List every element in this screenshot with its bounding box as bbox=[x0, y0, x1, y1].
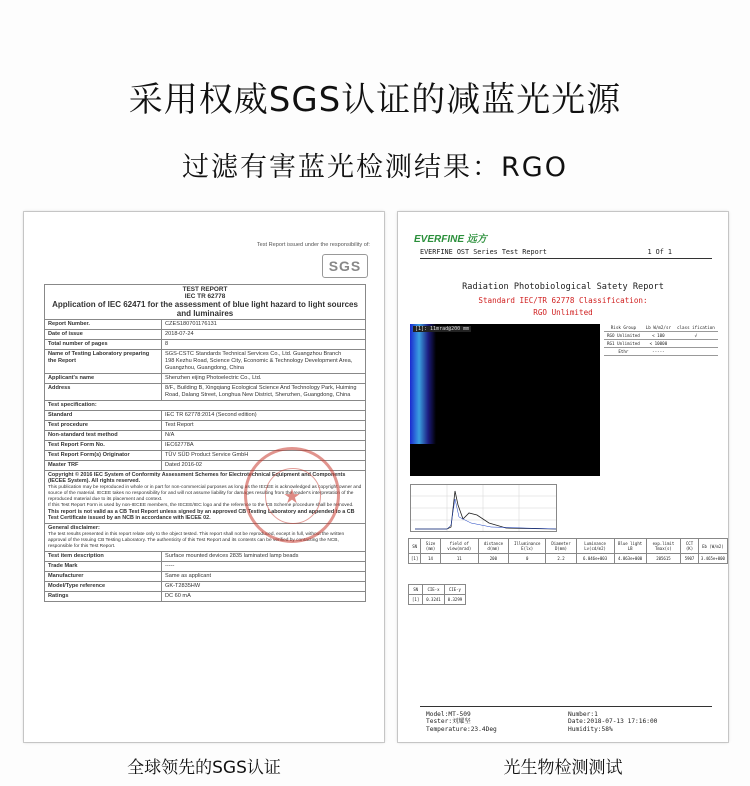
everfine-test-report bbox=[398, 212, 728, 742]
report-std: IEC TR 62778 bbox=[184, 293, 226, 300]
spec-title: Test specification: bbox=[45, 401, 366, 411]
table-row: Test procedure Test Report bbox=[45, 421, 366, 431]
table-row: RG1 Unlimited < 10000 bbox=[604, 340, 718, 348]
luminance-image bbox=[410, 324, 600, 476]
sgs-test-report bbox=[24, 212, 384, 742]
report-head: TEST REPORT bbox=[182, 286, 228, 293]
test-footer-right bbox=[568, 711, 657, 733]
classification-result: RGO Unlimited bbox=[533, 308, 593, 317]
caption-right: 光生物检测测试 bbox=[503, 758, 623, 778]
plot-label: [1]: 11mrad@200 mm bbox=[415, 326, 470, 332]
risk-group-table: Risk Group Lb W/m2/sr class ification RGO Unlimited < 100 √ RG1 Unlimited < 10000 Ethr ----- bbox=[604, 324, 718, 356]
table-row: [1] 14 11 200 0 2.2 6.046e+003 4.863e+000 205615 5907 3.465e+000 bbox=[409, 554, 728, 564]
page-heading: 采用权威SGS认证的减蓝光光源 bbox=[128, 80, 622, 120]
model-text: Model:MT-509 bbox=[426, 711, 471, 718]
table-row: Model/Type reference GK-T2835HW bbox=[45, 581, 366, 591]
caption-left: 全球领先的SGS认证 bbox=[127, 758, 281, 778]
tester-text: Tester:刘耀坚 bbox=[426, 718, 471, 726]
disclaimer-title: General disclaimer: bbox=[48, 524, 100, 531]
copyright-text: Copyright © 2016 IEC System of Conformity Assessment Schemes for Electrotechnical Equipment and Components (IECEE System). All rights reserved. bbox=[48, 472, 346, 485]
table-row: Date of issue 2018-07-24 bbox=[45, 330, 366, 340]
table-row: Ratings DC 60 mA bbox=[45, 591, 366, 601]
disclaimer-text: The test results presented in this report relate only to the object tested. This report shall not be reproduced, except in full, without the written approval of the Issuing CB Testing Laboratory. The authenticity of this Test Report and its contents can be verified by contacting the NCB, responsible for this Test Report. bbox=[48, 531, 345, 549]
table-row: Applicant's name Shenzhen eijing Photoelectric Co., Ltd. bbox=[45, 374, 366, 384]
measurement-table: SN Size (mm) field of view(mrad) distance d(mm) Illuminance E(lx) Diameter D(mm) Luminance Lv(cd/m2) Blue light LB exp.limit Tmax(s) CCT (K) Eb (W/m2) [1] 14 11 200 0 2.2 6.046e+003 4.863e+000 205615 5907 3.465e+000 bbox=[408, 538, 728, 564]
reproduction-text: This publication may be reproduced in whole or in part for non-commercial purposes as long as the IECEE is acknowledged as copyright owner and source of the material. IECEE takes no responsibility for and will not assume liability for damages resulting from the reader's interpretation of the reproduced material due to its placement and context. bbox=[48, 484, 362, 502]
report-title: Radiation Photobiological Satety Report bbox=[462, 282, 664, 292]
spectrum-plot bbox=[410, 484, 557, 532]
classification-standard: Standard IEC/TR 62778 Classification: bbox=[478, 296, 648, 305]
test-footer-left bbox=[426, 711, 497, 733]
temperature-text: Temperature:23.4Deg bbox=[426, 725, 497, 733]
table-row: Non-standard test method N/A bbox=[45, 431, 366, 441]
everfine-logo: EVERFINE 远方 bbox=[414, 234, 487, 245]
report-title: Application of IEC 62471 for the assessment of blue light hazard to light sources and luminaires bbox=[52, 300, 358, 318]
table-row: Trade Mark ----- bbox=[45, 561, 366, 571]
date-text: Date:2018-07-13 17:16:00 bbox=[568, 718, 658, 726]
table-row: Ethr ----- bbox=[604, 348, 718, 356]
validity-text: This report is not valid as a CB Test Report unless signed by an approved CB Testing Laboratory and appended to a CB Test Certificate issued by an NCB in accordance with IECEE 02. bbox=[48, 508, 355, 522]
table-row: Name of Testing Laboratory preparing the Report SGS-CSTC Standards Technical Services Co., Ltd. Guangzhou Branch 198 Kezhu Road, Science City, Economic & Technology Development Area, Guangzhou, Guangdong, China bbox=[45, 350, 366, 374]
sgs-logo: SGS bbox=[322, 254, 368, 278]
report-header: EVERFINE OST Series Test Report 1 Of 1 bbox=[420, 248, 712, 259]
table-row: RGO Unlimited < 100 √ bbox=[604, 332, 718, 340]
table-row: [1] 0.3241 0.3299 bbox=[409, 595, 466, 605]
table-row: Test Report Form(s) Originator TÜV SÜD Product Service GmbH bbox=[45, 451, 366, 461]
red-seal-stamp: ★ bbox=[244, 447, 340, 543]
table-row: Master TRF Dated 2016-02 bbox=[45, 461, 366, 471]
issued-note: Test Report issued under the responsibility of: bbox=[256, 242, 370, 248]
table-row: Address 8/F., Building B, Xingqiang Ecological Science And Technology Park, Huiming Road, Dalang Street, Longhua New District, Shenzhen, Guangdong, China bbox=[45, 384, 366, 401]
table-row: Report Number. CZES180701176131 bbox=[45, 320, 366, 330]
table-row: Manufacturer Same as applicant bbox=[45, 571, 366, 581]
humidity-text: Humidity:58% bbox=[568, 725, 613, 733]
table-row: Total number of pages 8 bbox=[45, 340, 366, 350]
cie-table: SN CIE-x CIE-y [1] 0.3241 0.3299 bbox=[408, 584, 466, 605]
page-subheading: 过滤有害蓝光检测结果：RGO bbox=[182, 152, 568, 183]
non-iecee-text: If this Test Report Form is used by non-IECEE members, the IECEE/IEC logo and the reference to the CB Scheme procedure shall be removed. bbox=[48, 502, 354, 508]
report-table bbox=[44, 284, 366, 602]
table-row: Standard IEC TR 62778:2014 (Second edition) bbox=[45, 411, 366, 421]
table-row: Test item description Surface mounted devices 2835 laminated lamp beads bbox=[45, 551, 366, 561]
number-text: Number:1 bbox=[568, 711, 598, 718]
table-row: Test Report Form No. IEC62778A bbox=[45, 441, 366, 451]
